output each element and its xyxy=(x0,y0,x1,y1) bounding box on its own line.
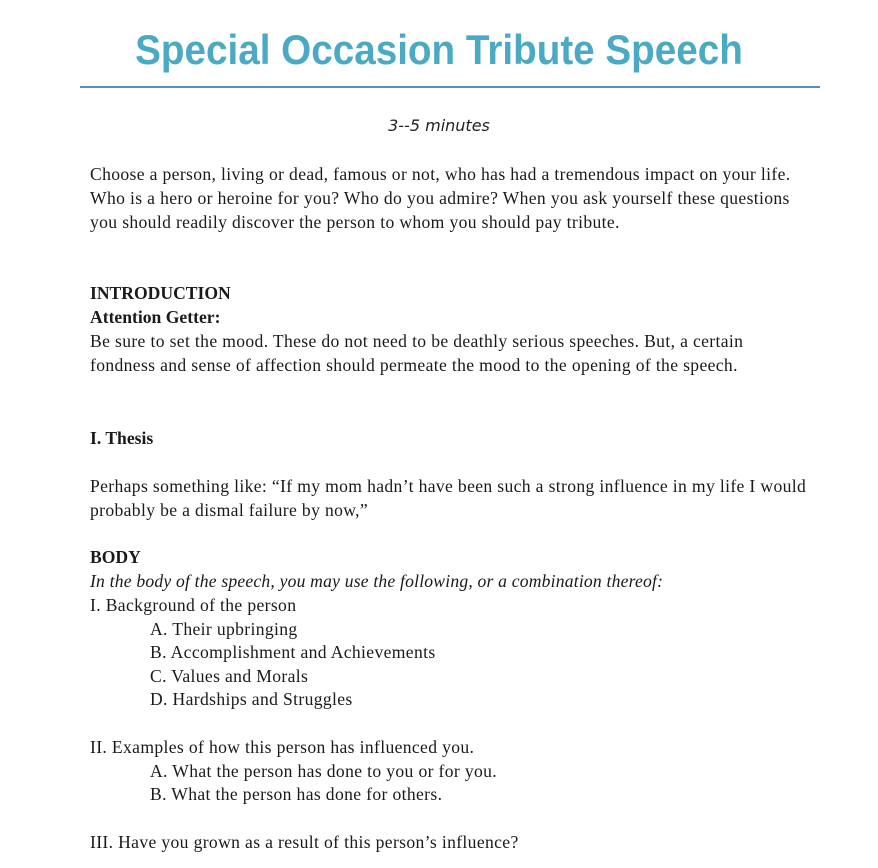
introduction-heading: INTRODUCTION xyxy=(90,283,231,303)
outline-item: B. Accomplishment and Achievements xyxy=(150,642,436,662)
thesis-heading: I. Thesis xyxy=(90,428,154,448)
outline-section-growth: III. Have you grown as a result of this person’s influence? xyxy=(90,832,519,852)
outline-section-background: I. Background of the person xyxy=(90,595,297,615)
thesis-text: Perhaps something like: “If my mom hadn’t have been such a strong influence in my life I would probably be a dismal failure by now,” xyxy=(90,476,807,520)
outline-item: A. What the person has done to you or for you. xyxy=(150,761,498,781)
duration-label: 3--5 minutes xyxy=(388,116,490,135)
body-heading: BODY xyxy=(90,547,141,567)
attention-getter-heading: Attention Getter: xyxy=(90,307,221,327)
outline-item: D. Hardships and Struggles xyxy=(150,689,353,709)
outline-item: B. What the person has done for others. xyxy=(150,784,443,804)
document-title: Special Occasion Tribute Speech xyxy=(135,26,743,73)
title-divider xyxy=(80,86,820,88)
attention-getter-text: Be sure to set the mood. These do not need to be deathly serious speeches. But, a certain fondness and sense of affection should permeate the mood to the opening of the speech. xyxy=(90,331,744,375)
outline-item: A. Their upbringing xyxy=(150,619,298,639)
intro-paragraph: Choose a person, living or dead, famous or not, who has had a tremendous impact on your life. Who is a hero or heroine for you? Who do you admire? When you ask yourself these questions you should readily discover the person to whom you should pay tribute. xyxy=(90,164,791,232)
outline-item: C. Values and Morals xyxy=(150,666,309,686)
outline-section-examples: II. Examples of how this person has influenced you. xyxy=(90,737,475,757)
body-instruction: In the body of the speech, you may use the following, or a combination thereof: xyxy=(90,571,664,591)
